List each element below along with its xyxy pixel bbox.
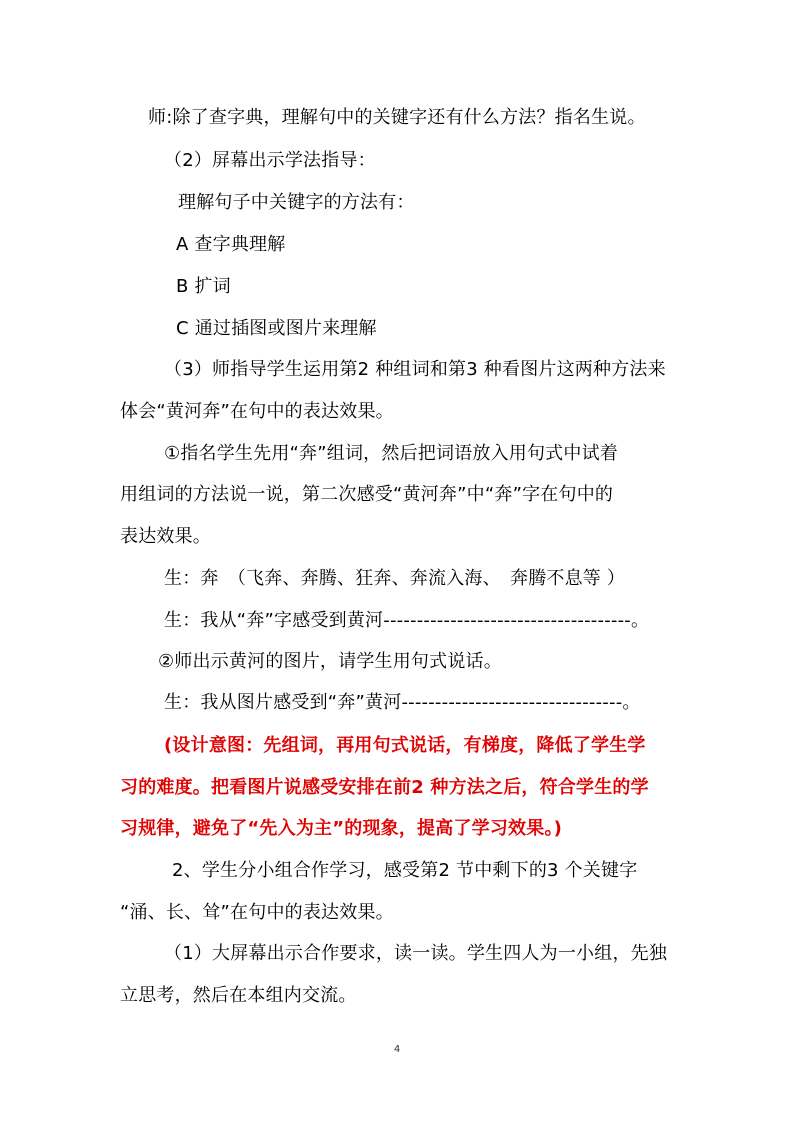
text-line: 师:除了查字典，理解句中的关键字还有什么方法？指名生说。 xyxy=(148,107,646,128)
text-line: “涌、长、耸”在句中的表达效果。 xyxy=(120,902,394,923)
text-line: 理解句子中关键字的方法有： xyxy=(178,192,415,213)
text-line: C 通过插图或图片来理解 xyxy=(176,318,377,339)
text-line: B 扩词 xyxy=(176,276,231,297)
text-line: （2）屏幕出示学法指导： xyxy=(164,150,376,171)
text-line: 立思考，然后在本组内交流。 xyxy=(120,985,357,1006)
text-line: 2、学生分小组合作学习，感受第2 节中剩下的3 个关键字 xyxy=(172,860,638,881)
text-line: （1）大屏幕出示合作要求，读一读。学生四人为一小组，先独 xyxy=(164,943,668,964)
design-note-line: 习的难度。把看图片说感受安排在前2 种方法之后，符合学生的学 xyxy=(120,777,649,798)
page-number: 4 xyxy=(393,1044,401,1055)
design-note-line: (设计意图：先组词，再用句式说话，有梯度，降低了学生学 xyxy=(164,735,646,756)
text-line: 生：我从图片感受到“奔”黄河---------------------------------。 xyxy=(164,692,641,713)
text-line: 体会“黄河奔”在句中的表达效果。 xyxy=(120,401,394,422)
design-note-line: 习规律，避免了“先入为主”的现象，提高了学习效果。) xyxy=(120,818,563,839)
text-line: 用组词的方法说一说，第二次感受“黄河奔”中“奔”字在句中的 xyxy=(120,484,614,505)
text-line: A 查字典理解 xyxy=(176,234,286,255)
text-line: 表达效果。 xyxy=(120,526,211,547)
text-line: （3）师指导学生运用第2 种组词和第3 种看图片这两种方法来 xyxy=(164,359,666,380)
text-line: ②师出示黄河的图片，请学生用句式说话。 xyxy=(158,651,502,672)
text-line: 生：我从“奔”字感受到黄河-------------------------------------。 xyxy=(164,610,650,631)
text-line: ①指名学生先用“奔”组词，然后把词语放入用句式中试着 xyxy=(164,443,618,464)
text-line: 生：奔 （飞奔、奔腾、狂奔、奔流入海、 奔腾不息等 ） xyxy=(164,568,626,589)
